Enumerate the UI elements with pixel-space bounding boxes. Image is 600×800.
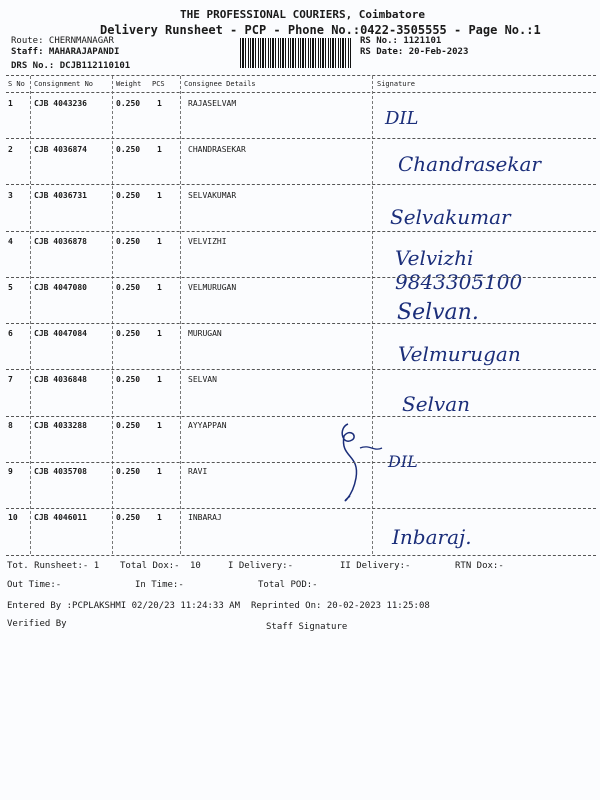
row-weight: 0.250 bbox=[116, 329, 141, 338]
col-consignee: Consignee Details bbox=[184, 80, 256, 88]
row-weight: 0.250 bbox=[116, 191, 141, 200]
table-header-rule bbox=[6, 92, 596, 93]
row-signature: Selvan. bbox=[397, 300, 479, 325]
row-consignee: VELVIZHI bbox=[188, 237, 227, 246]
reprinted-on: Reprinted On: 20-02-2023 11:25:08 bbox=[251, 601, 430, 611]
row-rule bbox=[6, 369, 596, 370]
row-sno: 8 bbox=[8, 421, 13, 430]
rtn-dox: RTN Dox:- bbox=[455, 561, 504, 571]
row-pcs: 1 bbox=[157, 421, 162, 430]
row-consignment: CJB 4033288 bbox=[34, 421, 87, 430]
total-dox: Total Dox:- bbox=[120, 561, 180, 571]
row-consignee: AYYAPPAN bbox=[188, 421, 227, 430]
row-weight: 0.250 bbox=[116, 375, 141, 384]
row-signature: Selvan bbox=[402, 392, 471, 416]
row-weight: 0.250 bbox=[116, 421, 141, 430]
row-consignment: CJB 4036878 bbox=[34, 237, 87, 246]
row-consignee: RAJASELVAM bbox=[188, 99, 237, 108]
row-rule bbox=[6, 138, 596, 139]
row-pcs: 1 bbox=[157, 191, 162, 200]
row-sno: 2 bbox=[8, 145, 13, 154]
row-pcs: 1 bbox=[157, 99, 162, 108]
row-weight: 0.250 bbox=[116, 513, 141, 522]
row-consignment: CJB 4043236 bbox=[34, 99, 87, 108]
col-pcs: PCS bbox=[152, 80, 165, 88]
row-weight: 0.250 bbox=[116, 145, 141, 154]
row-sno: 4 bbox=[8, 237, 13, 246]
row-consignee: VELMURUGAN bbox=[188, 283, 237, 292]
row-pcs: 1 bbox=[157, 237, 162, 246]
staff: Staff: MAHARAJAPANDI bbox=[11, 47, 120, 57]
row-consignment: CJB 4035708 bbox=[34, 467, 87, 476]
row-rule bbox=[6, 462, 596, 463]
row-signature: Velmurugan bbox=[398, 342, 521, 366]
row-pcs: 1 bbox=[157, 375, 162, 384]
row-weight: 0.250 bbox=[116, 99, 141, 108]
in-time: In Time:- bbox=[135, 580, 184, 590]
row-weight: 0.250 bbox=[116, 237, 141, 246]
col-separator bbox=[112, 76, 113, 554]
total-dox-value: 10 bbox=[190, 561, 201, 571]
row-rule bbox=[6, 277, 596, 278]
route: Route: CHERNMANAGAR bbox=[11, 36, 114, 46]
row-rule bbox=[6, 231, 596, 232]
col-separator bbox=[30, 76, 31, 554]
total-pod: Total POD:- bbox=[258, 580, 318, 590]
runsheet-title: Delivery Runsheet - PCP - Phone No.:0422-3505555 - Page No.:1 bbox=[100, 23, 541, 37]
row-signature: Velvizhi 9843305100 bbox=[395, 246, 523, 294]
row-consignment: CJB 4036731 bbox=[34, 191, 87, 200]
row-consignment: CJB 4047084 bbox=[34, 329, 87, 338]
signature-scribble bbox=[330, 418, 390, 510]
row-signature: Inbaraj. bbox=[392, 525, 472, 549]
row-signature: DIL bbox=[388, 452, 418, 471]
i-delivery: I Delivery:- bbox=[228, 561, 294, 571]
row-consignee: MURUGAN bbox=[188, 329, 222, 338]
row-rule bbox=[6, 416, 596, 417]
row-consignee: CHANDRASEKAR bbox=[188, 145, 246, 154]
row-rule bbox=[6, 323, 596, 324]
col-separator bbox=[180, 76, 181, 554]
row-consignee: SELVAN bbox=[188, 375, 217, 384]
col-weight: Weight bbox=[116, 80, 142, 88]
row-sno: 1 bbox=[8, 99, 13, 108]
row-consignee: RAVI bbox=[188, 467, 208, 476]
tot-runsheet: Tot. Runsheet:- 1 bbox=[7, 561, 100, 571]
entered-by: Entered By :PCPLAKSHMI 02/20/23 11:24:33 AM bbox=[7, 601, 240, 611]
row-pcs: 1 bbox=[157, 145, 162, 154]
row-sno: 6 bbox=[8, 329, 13, 338]
out-time: Out Time:- bbox=[7, 580, 62, 590]
rs-number: RS No.: 1121101 bbox=[360, 36, 442, 46]
row-signature: Chandrasekar bbox=[398, 152, 541, 176]
row-sno: 5 bbox=[8, 283, 13, 292]
row-signature: DIL bbox=[385, 108, 419, 129]
row-consignee: INBARAJ bbox=[188, 513, 222, 522]
col-consignment: Consignment No bbox=[34, 80, 94, 88]
verified-by: Verified By bbox=[7, 619, 67, 629]
row-pcs: 1 bbox=[157, 467, 162, 476]
row-consignment: CJB 4046011 bbox=[34, 513, 87, 522]
barcode bbox=[240, 38, 352, 68]
staff-signature: Staff Signature bbox=[266, 622, 348, 632]
row-sno: 7 bbox=[8, 375, 13, 384]
col-sno: S No bbox=[8, 80, 25, 88]
row-sno: 10 bbox=[8, 513, 18, 522]
row-weight: 0.250 bbox=[116, 283, 141, 292]
table-top-rule bbox=[6, 75, 596, 76]
row-consignment: CJB 4036848 bbox=[34, 375, 87, 384]
row-pcs: 1 bbox=[157, 283, 162, 292]
row-sno: 3 bbox=[8, 191, 13, 200]
row-weight: 0.250 bbox=[116, 467, 141, 476]
table-bottom-rule bbox=[6, 555, 596, 556]
ii-delivery: II Delivery:- bbox=[340, 561, 411, 571]
col-signature: Signature bbox=[377, 80, 415, 88]
rs-date: RS Date: 20-Feb-2023 bbox=[360, 47, 469, 57]
row-rule bbox=[6, 508, 596, 509]
row-pcs: 1 bbox=[157, 329, 162, 338]
row-rule bbox=[6, 184, 596, 185]
row-consignment: CJB 4036874 bbox=[34, 145, 87, 154]
company-title: THE PROFESSIONAL COURIERS, Coimbatore bbox=[180, 8, 426, 21]
row-pcs: 1 bbox=[157, 513, 162, 522]
row-sno: 9 bbox=[8, 467, 13, 476]
row-signature: Selvakumar bbox=[390, 205, 511, 229]
row-consignment: CJB 4047080 bbox=[34, 283, 87, 292]
drs-number: DRS No.: DCJB112110101 bbox=[11, 61, 131, 71]
row-consignee: SELVAKUMAR bbox=[188, 191, 237, 200]
